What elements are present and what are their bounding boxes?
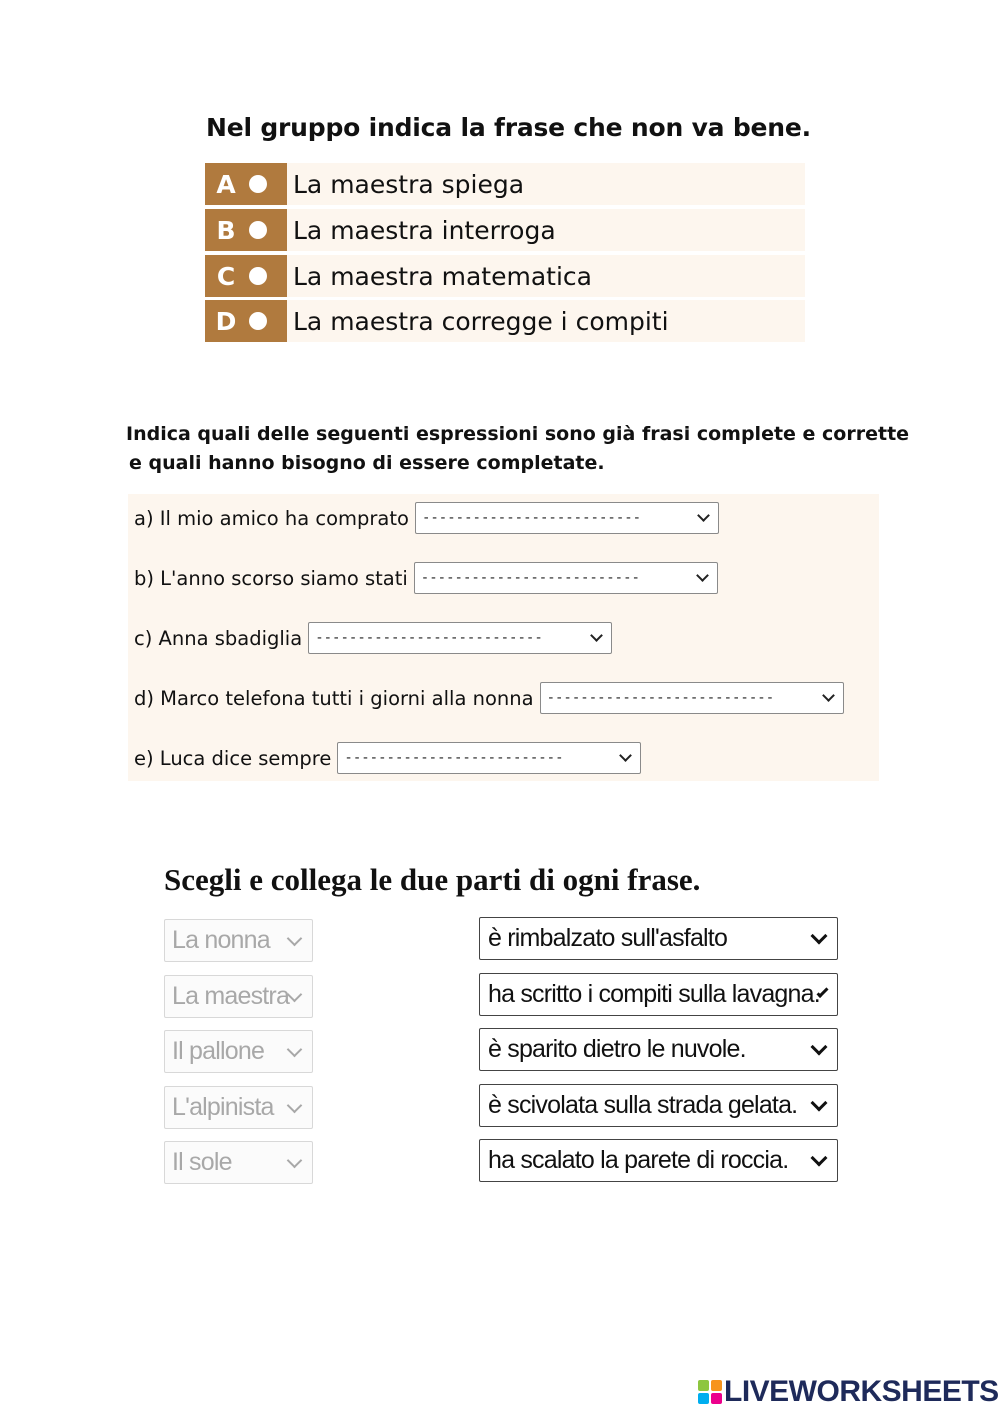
answer-dropdown-c[interactable]: --------------------------- [308, 622, 612, 654]
subject-dropdown-4[interactable]: L'alpinista [164, 1086, 313, 1129]
expression-label: b) L'anno scorso siamo stati [134, 566, 408, 590]
option-letter: D [215, 306, 237, 336]
logo-grid-icon [698, 1380, 722, 1404]
expression-row-a [134, 500, 719, 536]
subject-dropdown-5[interactable]: Il sole [164, 1141, 313, 1184]
answer-dropdown-a[interactable]: -------------------------- [415, 502, 719, 534]
chevron-down-icon [287, 1041, 303, 1057]
expression-row-c [134, 620, 612, 656]
liveworksheets-logo [698, 1376, 999, 1408]
expression-label: d) Marco telefona tutti i giorni alla nonna [134, 686, 534, 710]
radio-button-b[interactable] [249, 221, 267, 239]
chevron-down-icon [590, 629, 603, 642]
predicate-dropdown-4[interactable]: è scivolata sulla strada gelata. [479, 1084, 838, 1127]
expression-label: e) Luca dice sempre [134, 746, 332, 770]
brand-name: LIVEWORKSHEETS [724, 1375, 999, 1408]
question3-title: Scegli e collega le due parti di ogni frase. [164, 862, 701, 897]
predicate-dropdown-1[interactable]: è rimbalzato sull'asfalto [479, 917, 838, 960]
question1-title: Nel gruppo indica la frase che non va bene. [206, 113, 811, 142]
expression-label: c) Anna sbadiglia [134, 626, 303, 650]
option-text: La maestra spiega [287, 163, 805, 205]
predicate-dropdown-5[interactable]: ha scalato la parete di roccia. [479, 1139, 838, 1182]
chevron-down-icon [287, 1097, 303, 1113]
chevron-down-icon [811, 1039, 828, 1056]
option-c[interactable] [205, 255, 805, 297]
answer-dropdown-d[interactable]: --------------------------- [540, 682, 844, 714]
predicate-dropdown-2[interactable]: ha scritto i compiti sulla lavagna. [479, 973, 838, 1016]
option-letter: B [216, 215, 236, 245]
chevron-down-icon [696, 569, 709, 582]
option-text: La maestra matematica [287, 255, 805, 297]
chevron-down-icon [697, 509, 710, 522]
chevron-down-icon [822, 689, 835, 702]
radio-button-c[interactable] [249, 267, 267, 285]
answer-dropdown-e[interactable]: -------------------------- [337, 742, 641, 774]
chevron-down-icon [287, 986, 303, 1002]
subject-dropdown-2[interactable]: La maestra [164, 975, 313, 1018]
chevron-down-icon [811, 1095, 828, 1112]
chevron-down-icon [287, 930, 303, 946]
chevron-down-icon [287, 1152, 303, 1168]
option-b[interactable] [205, 209, 805, 251]
chevron-down-icon [811, 928, 828, 945]
expression-row-d [134, 680, 844, 716]
chevron-down-icon [811, 1150, 828, 1167]
option-a[interactable] [205, 163, 805, 205]
expression-label: a) Il mio amico ha comprato [134, 506, 409, 530]
option-d[interactable] [205, 300, 805, 342]
radio-button-a[interactable] [249, 175, 267, 193]
option-text: La maestra corregge i compiti [287, 300, 805, 342]
predicate-dropdown-3[interactable]: è sparito dietro le nuvole. [479, 1028, 838, 1071]
subject-dropdown-1[interactable]: La nonna [164, 919, 313, 962]
option-letter: C [216, 261, 236, 291]
subject-dropdown-3[interactable]: Il pallone [164, 1030, 313, 1073]
radio-button-d[interactable] [249, 312, 267, 330]
option-letter: A [216, 169, 236, 199]
option-text: La maestra interroga [287, 209, 805, 251]
question2-title: Indica quali delle seguenti espressioni sono già frasi complete e corrette e quali hanno bisogno di essere completate. [126, 423, 910, 474]
answer-dropdown-b[interactable]: -------------------------- [414, 562, 718, 594]
expression-row-b [134, 560, 718, 596]
chevron-down-icon [620, 749, 633, 762]
expression-row-e [134, 740, 641, 776]
